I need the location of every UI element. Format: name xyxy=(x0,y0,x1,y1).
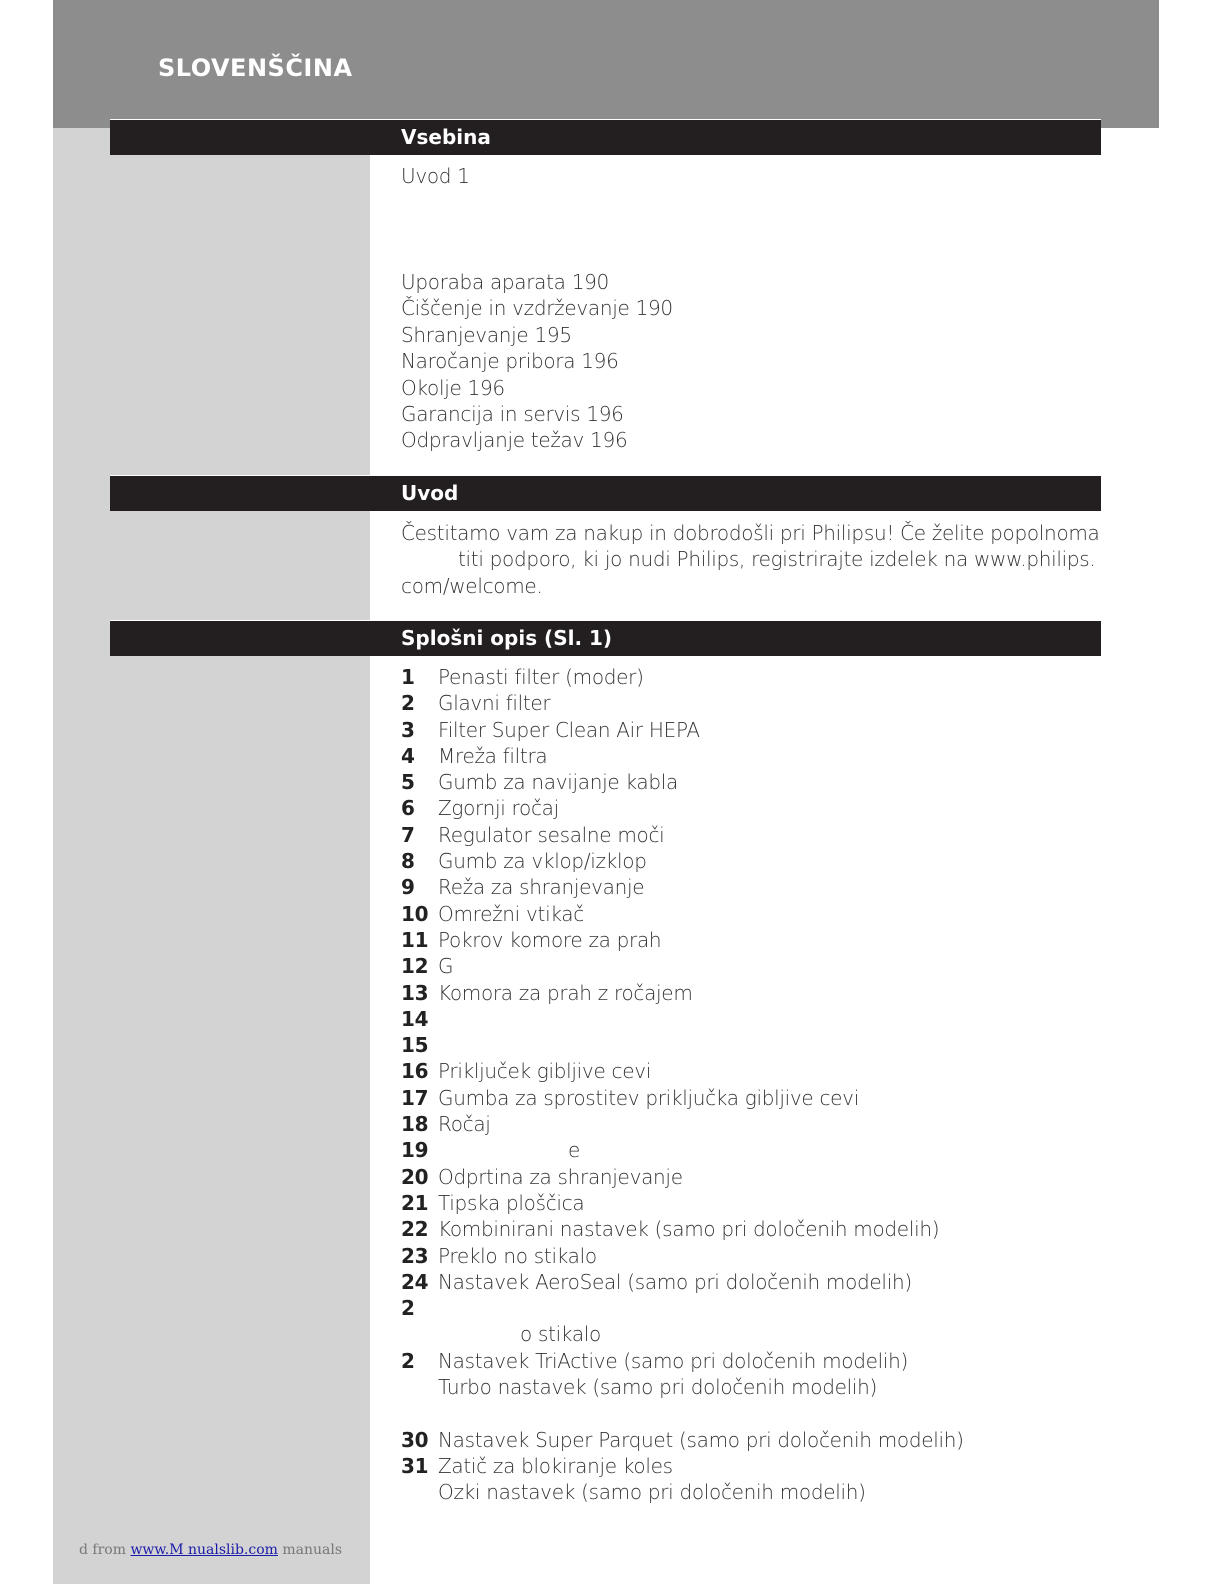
part-number: 6 xyxy=(401,796,415,821)
part-number: 21 xyxy=(401,1190,429,1215)
part-number: 9 xyxy=(401,875,415,900)
part-list-item xyxy=(401,1374,964,1400)
part-label: Gumba za sprostitev priključka gibljive cevi xyxy=(438,1085,859,1110)
part-label: Turbo nastavek (samo pri določenih modelih) xyxy=(438,1375,877,1400)
intro-title: Uvod xyxy=(401,481,459,505)
part-list-item xyxy=(401,717,964,743)
part-list-item xyxy=(401,743,964,769)
part-number: 20 xyxy=(401,1164,429,1189)
part-number: 10 xyxy=(401,901,429,926)
part-list-item xyxy=(401,1111,964,1137)
part-label: Odprtina za shranjevanje xyxy=(438,1164,683,1189)
part-number: 11 xyxy=(401,927,429,952)
part-label: o stikalo xyxy=(520,1322,601,1347)
contents-title: Vsebina xyxy=(401,125,491,149)
description-section-bar xyxy=(110,620,1101,656)
part-list-item xyxy=(401,822,964,848)
language-heading: SLOVENŠČINA xyxy=(158,54,353,82)
part-label: Zatič za blokiranje koles xyxy=(438,1453,673,1478)
contents-section-bar xyxy=(110,119,1101,155)
part-list-item xyxy=(401,664,964,690)
part-label: Mreža filtra xyxy=(438,743,548,768)
footer-suffix: manuals xyxy=(282,1542,343,1558)
part-number: 8 xyxy=(401,849,415,874)
part-number: 13 xyxy=(401,980,429,1005)
part-list-item xyxy=(401,1243,964,1269)
part-list-item xyxy=(401,1453,964,1479)
contents-first-entry-block xyxy=(401,163,470,189)
toc-entry[interactable]: Čiščenje in vzdrževanje 190 xyxy=(401,296,673,321)
part-number: 16 xyxy=(401,1059,429,1084)
part-list-item xyxy=(401,848,964,874)
part-list-item xyxy=(401,1164,964,1190)
part-label: Komora za prah z ročajem xyxy=(438,980,693,1005)
part-list-item xyxy=(401,1427,964,1453)
part-list-item xyxy=(401,1058,964,1084)
part-number: 17 xyxy=(401,1085,429,1110)
part-number: 4 xyxy=(401,743,415,768)
part-list-item xyxy=(401,1348,964,1374)
part-number: 12 xyxy=(401,954,429,979)
part-label: Nastavek AeroSeal (samo pri določenih modelih) xyxy=(438,1269,912,1294)
part-list-item xyxy=(401,690,964,716)
manualslib-link[interactable]: www.M nualslib.com xyxy=(130,1542,278,1558)
part-list-item xyxy=(401,1479,964,1505)
part-number: 19 xyxy=(401,1138,429,1163)
part-number: 5 xyxy=(401,770,415,795)
toc-entry[interactable]: Garancija in servis 196 xyxy=(401,401,624,426)
part-label: Filter Super Clean Air HEPA xyxy=(438,717,700,742)
part-label: Preklo no stikalo xyxy=(438,1243,597,1268)
part-label: Zgornji ročaj xyxy=(438,796,559,821)
part-label: Nastavek TriActive (samo pri določenih modelih) xyxy=(438,1348,908,1373)
part-list-item xyxy=(401,1032,964,1058)
part-label: Kombinirani nastavek (samo pri določenih modelih) xyxy=(438,1217,940,1242)
part-number: 7 xyxy=(401,822,415,847)
footer-watermark xyxy=(79,1542,342,1558)
part-label: Reža za shranjevanje xyxy=(438,875,645,900)
part-label: Ročaj xyxy=(438,1112,491,1137)
part-list-item xyxy=(401,901,964,927)
toc-entry[interactable]: Uporaba aparata 190 xyxy=(401,270,609,294)
intro-line-3: com/welcome. xyxy=(401,573,543,598)
part-label: Pokrov komore za prah xyxy=(438,927,662,952)
part-label: G xyxy=(438,954,454,979)
intro-line-1: Čestitamo vam za nakup in dobrodošli pri Philipsu! Če želite popolnoma xyxy=(401,521,1100,545)
toc-entry[interactable]: Shranjevanje 195 xyxy=(401,322,572,347)
part-list-item xyxy=(401,1321,964,1347)
part-number: 18 xyxy=(401,1112,429,1137)
intro-paragraph xyxy=(401,520,1100,599)
part-number: 31 xyxy=(401,1453,429,1478)
part-label: Penasti filter (moder) xyxy=(438,665,644,689)
part-label: Nastavek Super Parquet (samo pri določenih modelih) xyxy=(438,1427,964,1452)
part-label: Gumb za vklop/izklop xyxy=(438,849,647,874)
part-list-item xyxy=(401,1400,964,1426)
part-list-item xyxy=(401,1085,964,1111)
part-list-item xyxy=(401,1269,964,1295)
part-number: 15 xyxy=(401,1033,429,1058)
part-number: 2 xyxy=(401,1348,415,1373)
part-number: 2 xyxy=(401,691,415,716)
part-list-item xyxy=(401,1006,964,1032)
part-list-item xyxy=(401,1190,964,1216)
part-list-item xyxy=(401,953,964,979)
part-label: Priključek gibljive cevi xyxy=(438,1059,652,1084)
description-list xyxy=(401,664,964,1506)
part-label: Glavni filter xyxy=(438,691,551,716)
part-label: Regulator sesalne moči xyxy=(438,822,665,847)
part-number: 3 xyxy=(401,717,415,742)
left-margin-column xyxy=(53,0,370,1584)
part-list-item xyxy=(401,1216,964,1242)
description-title: Splošni opis (Sl. 1) xyxy=(401,626,613,650)
part-list-item xyxy=(401,874,964,900)
toc-entry[interactable]: Okolje 196 xyxy=(401,375,505,400)
part-list-item xyxy=(401,769,964,795)
part-label: Gumb za navijanje kabla xyxy=(438,770,678,795)
part-number: 22 xyxy=(401,1217,429,1242)
part-list-item xyxy=(401,1137,964,1163)
part-label: Ozki nastavek (samo pri določenih modelih) xyxy=(438,1480,866,1505)
part-number: 23 xyxy=(401,1243,429,1268)
part-number: 24 xyxy=(401,1269,429,1294)
part-number: 14 xyxy=(401,1006,429,1031)
part-list-item xyxy=(401,1295,964,1321)
footer-prefix: d from xyxy=(79,1542,126,1558)
toc-entry[interactable]: Uvod 1 xyxy=(401,164,470,188)
part-number: 1 xyxy=(401,665,415,689)
part-label: e xyxy=(568,1138,581,1163)
part-list-item xyxy=(401,795,964,821)
contents-list xyxy=(401,269,673,454)
part-label: Omrežni vtikač xyxy=(438,901,584,926)
part-label: Tipska ploščica xyxy=(438,1190,585,1215)
toc-entry[interactable]: Odpravljanje težav 196 xyxy=(401,428,628,453)
part-number: 2 xyxy=(401,1296,415,1321)
part-list-item xyxy=(401,927,964,953)
intro-line-2: titi podporo, ki jo nudi Philips, registrirajte izdelek na www.philips. xyxy=(458,547,1096,572)
part-number: 30 xyxy=(401,1427,429,1452)
intro-section-bar xyxy=(110,475,1101,511)
toc-entry[interactable]: Naročanje pribora 196 xyxy=(401,349,619,374)
part-list-item xyxy=(401,980,964,1006)
